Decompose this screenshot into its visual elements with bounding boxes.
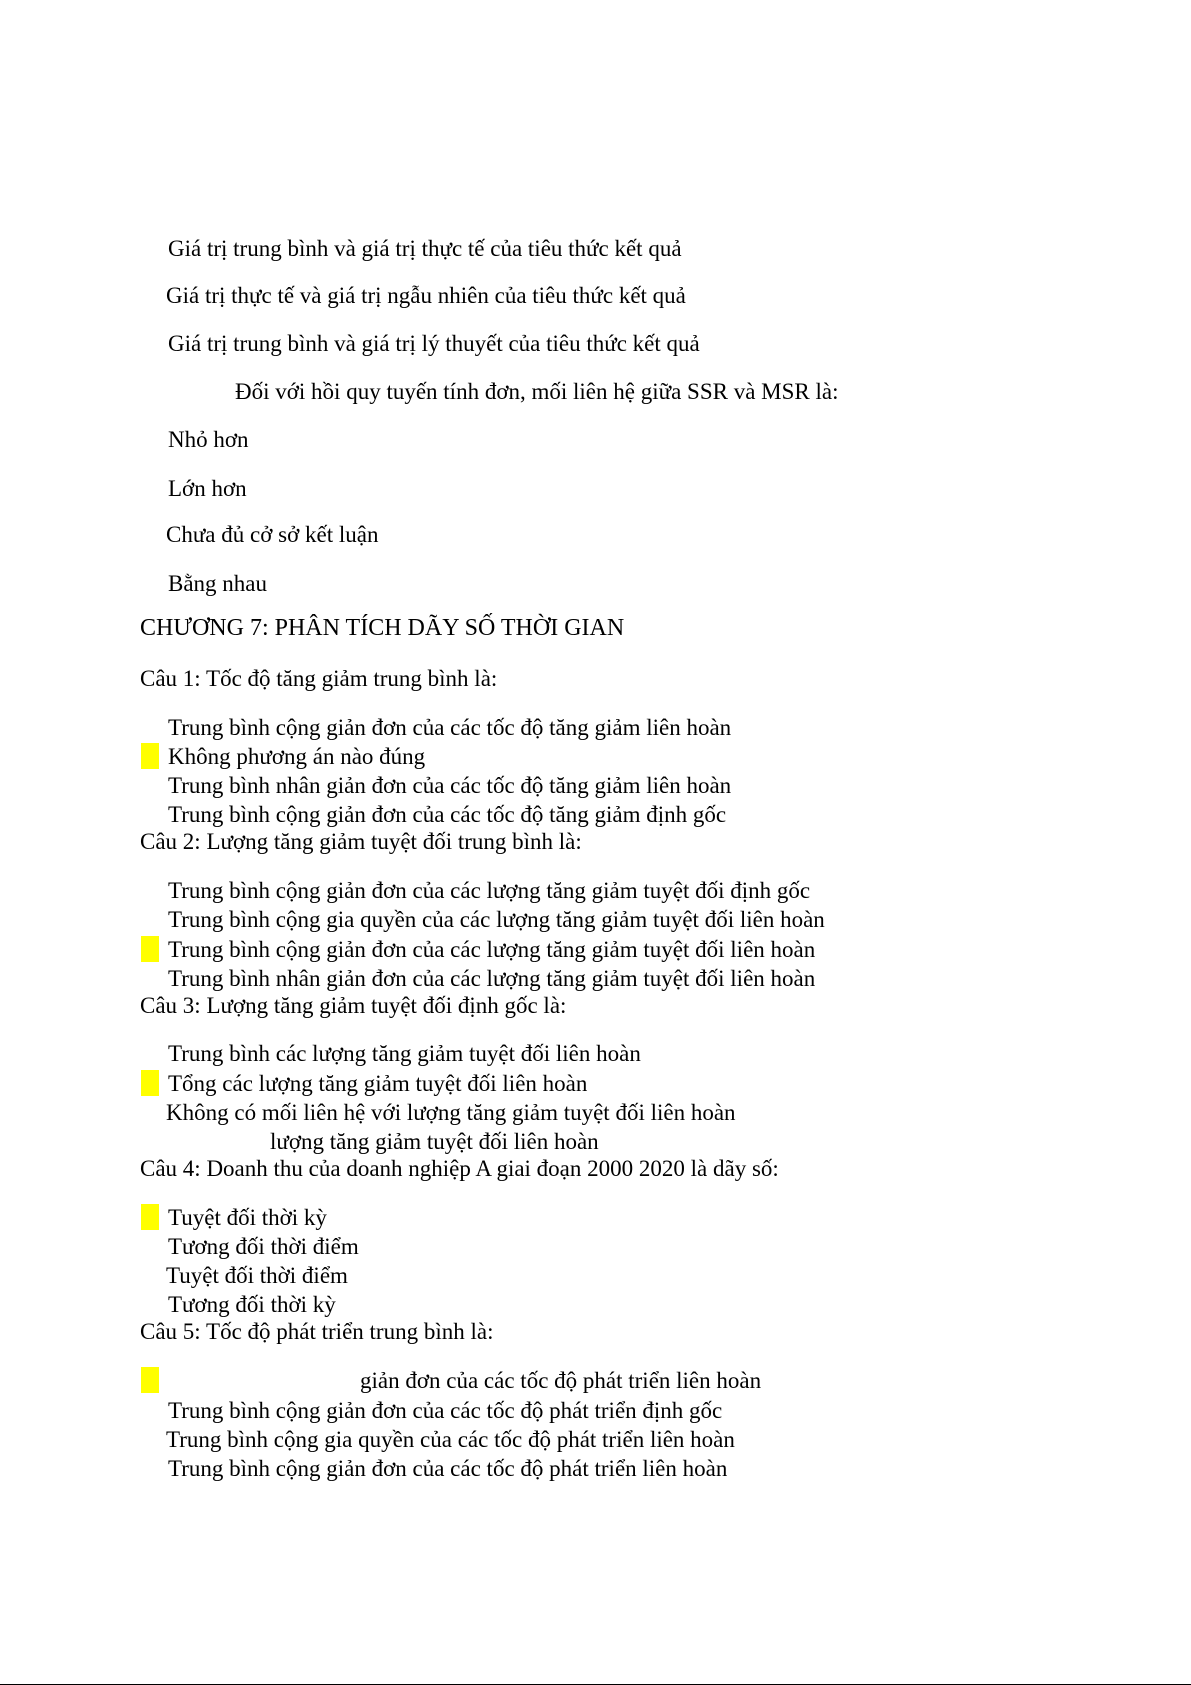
answer-highlight-marker	[141, 1204, 159, 1230]
q4-option-3: Tuyệt đối thời điểm	[166, 1263, 348, 1288]
prev-b-option-4: Bằng nhau	[168, 571, 268, 596]
q1-option-2: Không phương án nào đúng	[168, 744, 426, 769]
q5-option-2: Trung bình cộng giản đơn của các tốc độ phát triển định gốc	[168, 1398, 723, 1423]
answer-highlight-marker	[141, 936, 159, 962]
q5-option-1: giản đơn của các tốc độ phát triển liên hoàn	[360, 1368, 762, 1393]
q3-option-2: Tổng các lượng tăng giảm tuyệt đối liên hoàn	[168, 1071, 588, 1096]
q3-option-3: Không có mối liên hệ với lượng tăng giảm tuyệt đối liên hoàn	[166, 1100, 736, 1125]
q2-option-1: Trung bình cộng giản đơn của các lượng tăng giảm tuyệt đối định gốc	[168, 878, 811, 903]
q1-option-1: Trung bình cộng giản đơn của các tốc độ tăng giảm liên hoàn	[168, 715, 732, 740]
question-3-title: Câu 3: Lượng tăng giảm tuyệt đối định gốc là:	[140, 993, 567, 1018]
prev-option-1: Giá trị trung bình và giá trị thực tế của tiêu thức kết quả	[168, 236, 682, 261]
q1-option-3: Trung bình nhân giản đơn của các tốc độ tăng giảm liên hoàn	[168, 773, 732, 798]
chapter-title: CHƯƠNG 7: PHÂN TÍCH DÃY SỐ THỜI GIAN	[140, 615, 625, 641]
prev-b-option-3: Chưa đủ cở sở kết luận	[166, 522, 379, 547]
q2-option-2: Trung bình cộng gia quyền của các lượng tăng giảm tuyệt đối liên hoàn	[168, 907, 825, 932]
q4-option-4: Tương đối thời kỳ	[168, 1292, 336, 1317]
question-ssr-msr: Đối với hồi quy tuyến tính đơn, mối liên hệ giữa SSR và MSR là:	[235, 379, 839, 404]
question-2-title: Câu 2: Lượng tăng giảm tuyệt đối trung bình là:	[140, 829, 582, 854]
q3-option-4: lượng tăng giảm tuyệt đối liên hoàn	[270, 1129, 599, 1154]
prev-option-2: Giá trị thực tế và giá trị ngẫu nhiên của tiêu thức kết quả	[166, 283, 686, 308]
answer-highlight-marker	[141, 1070, 159, 1096]
prev-option-3: Giá trị trung bình và giá trị lý thuyết của tiêu thức kết quả	[168, 331, 700, 356]
prev-b-option-2: Lớn hơn	[168, 476, 247, 501]
q5-option-4: Trung bình cộng giản đơn của các tốc độ phát triển liên hoàn	[168, 1456, 728, 1481]
question-4-title: Câu 4: Doanh thu của doanh nghiệp A giai đoạn 2000 2020 là dãy số:	[140, 1156, 779, 1181]
prev-b-option-1: Nhỏ hơn	[168, 427, 249, 452]
answer-highlight-marker	[141, 743, 159, 769]
q4-option-1: Tuyệt đối thời kỳ	[168, 1205, 327, 1230]
q3-option-1: Trung bình các lượng tăng giảm tuyệt đối liên hoàn	[168, 1041, 641, 1066]
question-5-title: Câu 5: Tốc độ phát triển trung bình là:	[140, 1319, 494, 1344]
q2-option-4: Trung bình nhân giản đơn của các lượng tăng giảm tuyệt đối liên hoàn	[168, 966, 816, 991]
question-1-title: Câu 1: Tốc độ tăng giảm trung bình là:	[140, 666, 498, 691]
answer-highlight-marker	[141, 1367, 159, 1393]
q5-option-3: Trung bình cộng gia quyền của các tốc độ phát triển liên hoàn	[166, 1427, 735, 1452]
q2-option-3: Trung bình cộng giản đơn của các lượng tăng giảm tuyệt đối liên hoàn	[168, 937, 816, 962]
q1-option-4: Trung bình cộng giản đơn của các tốc độ tăng giảm định gốc	[168, 802, 727, 827]
q4-option-2: Tương đối thời điểm	[168, 1234, 359, 1259]
